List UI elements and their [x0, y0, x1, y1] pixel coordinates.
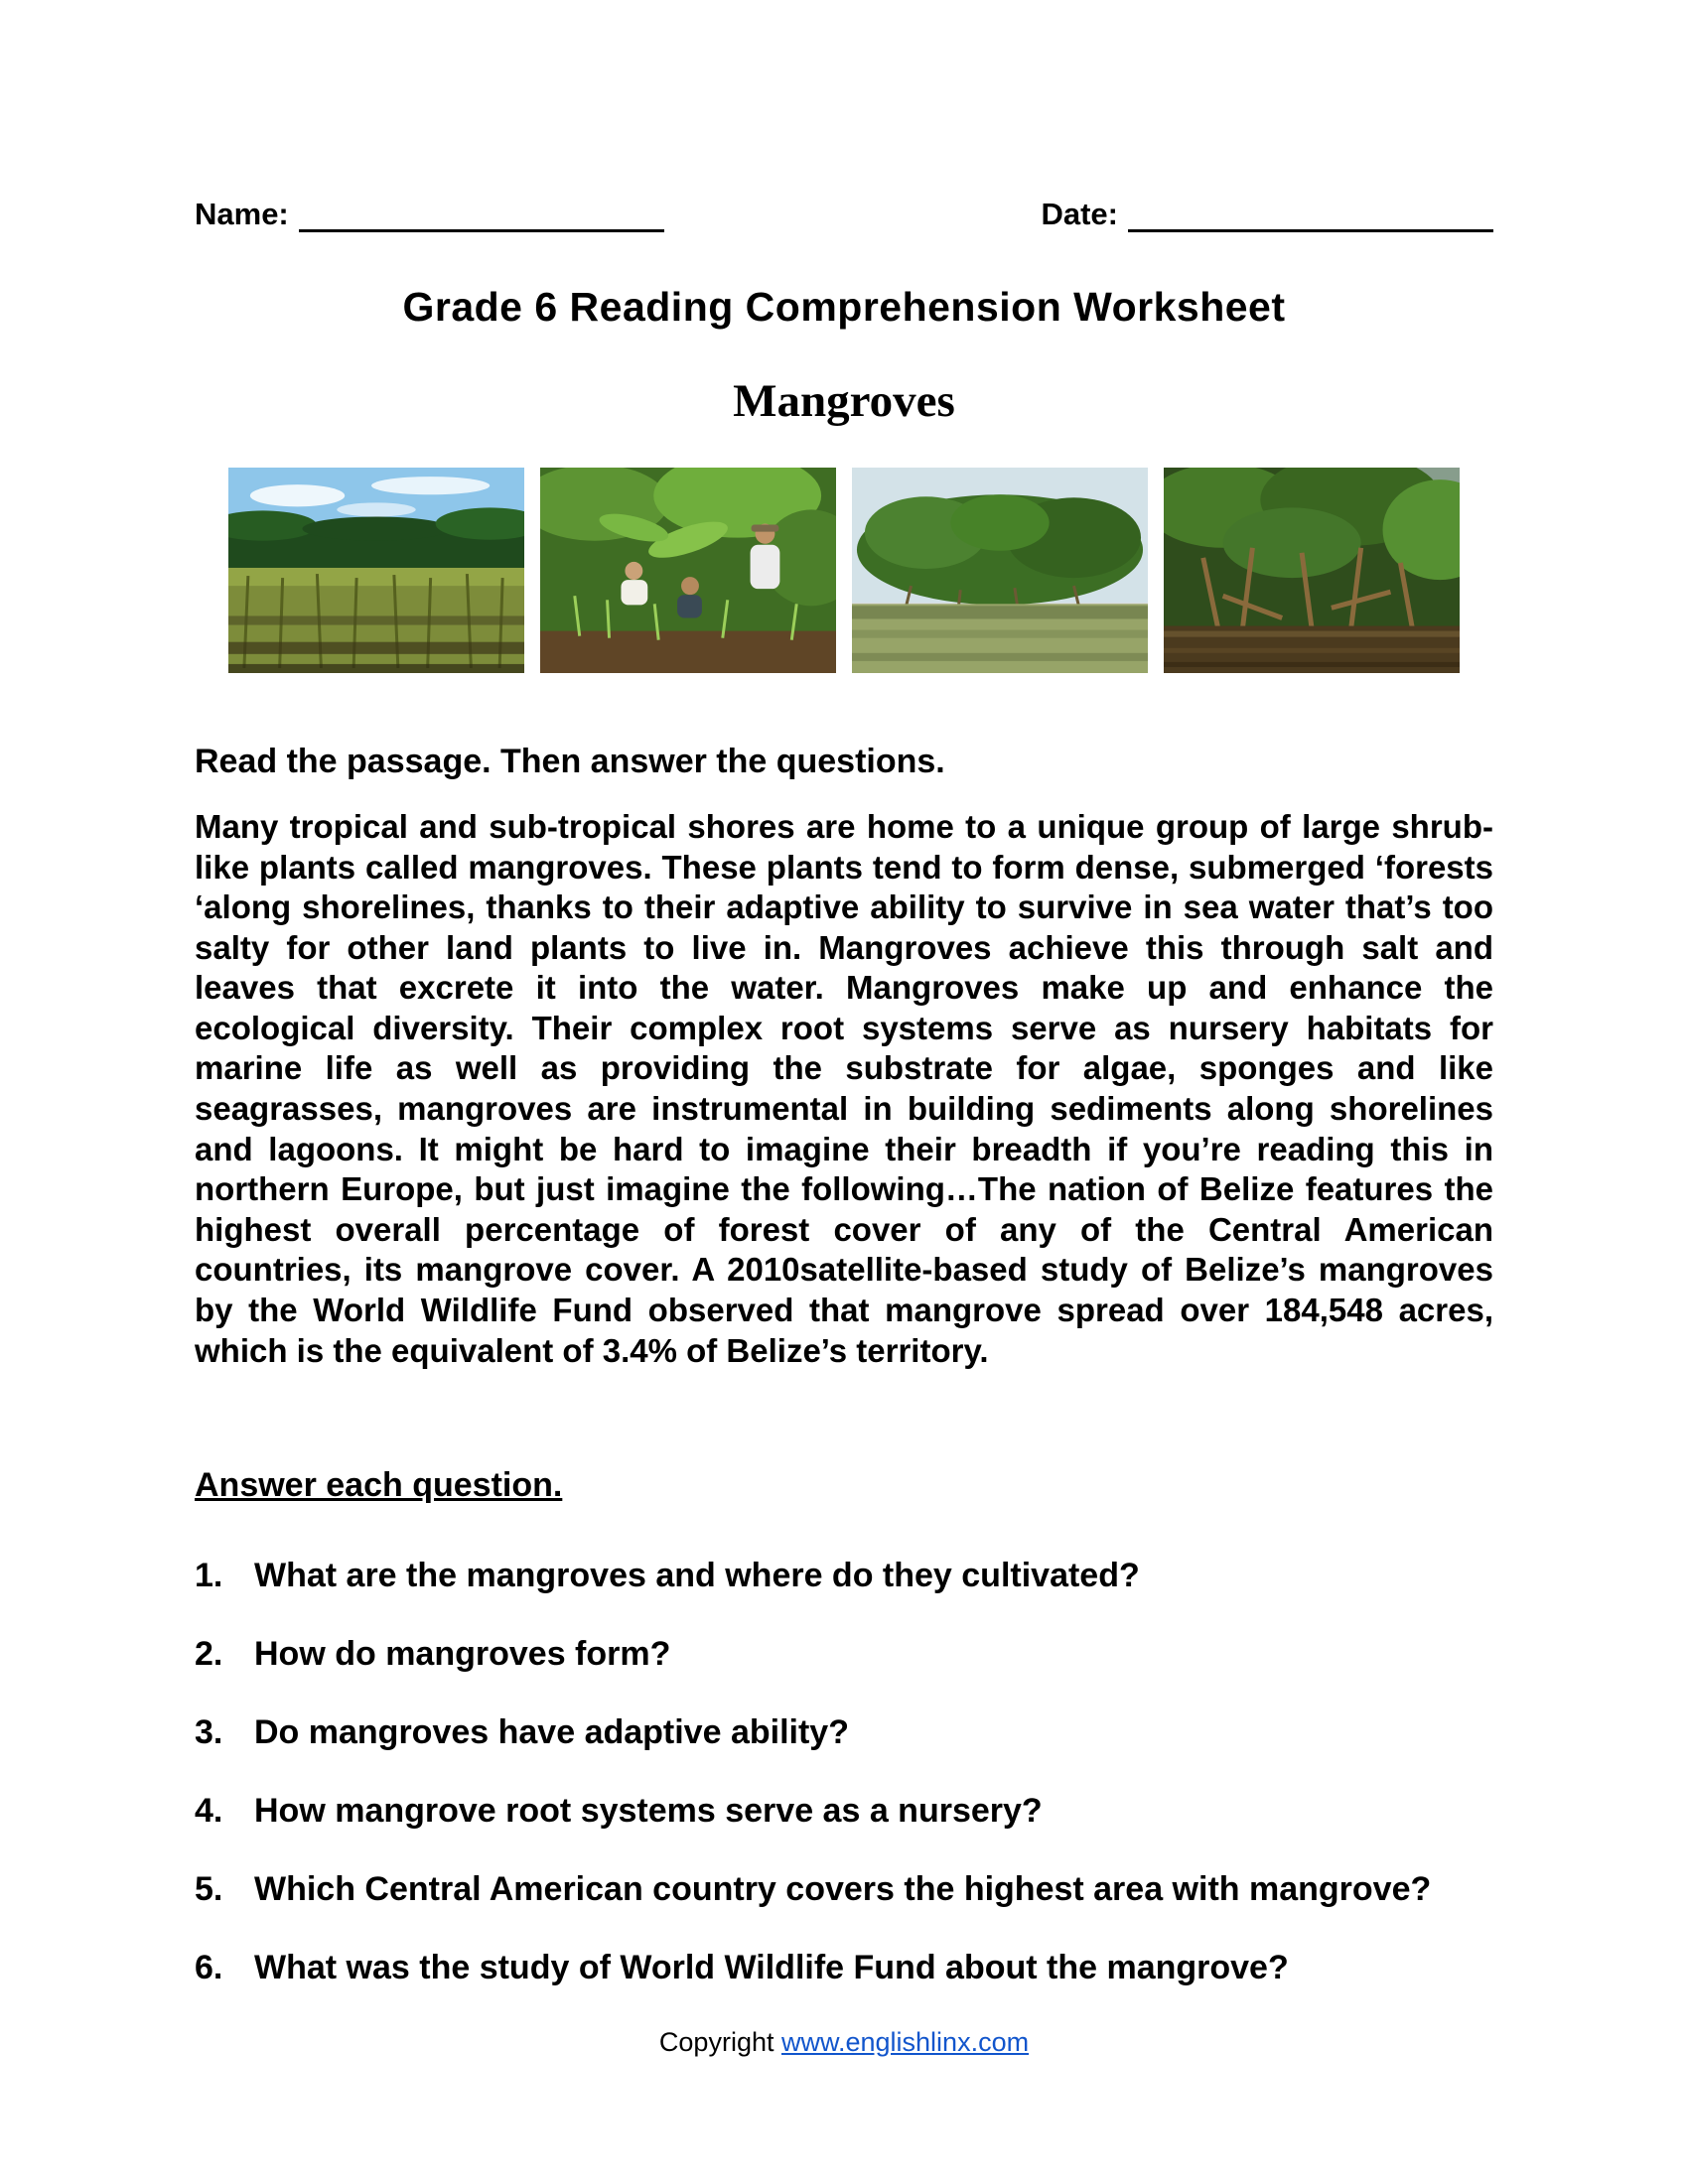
copyright-link[interactable]: www.englishlinx.com [780, 2027, 1030, 2058]
question-item [195, 1792, 1493, 1831]
mangrove-waterway-photo [852, 468, 1148, 673]
name-blank-line [299, 197, 664, 232]
question-item [195, 1713, 1493, 1752]
question-text: Do mangroves have adaptive ability? [254, 1713, 849, 1752]
question-list [195, 1557, 1493, 1987]
question-text: What was the study of World Wildlife Fund about the mangrove? [254, 1949, 1289, 1987]
mangrove-seedlings-photo [228, 468, 524, 673]
worksheet-title: Grade 6 Reading Comprehension Worksheet [402, 284, 1286, 330]
name-label: Name: [195, 197, 289, 231]
question-number: 6. [195, 1949, 223, 1987]
mangrove-planting-photo [540, 468, 836, 673]
question-text: How do mangroves form? [254, 1635, 671, 1674]
question-item [195, 1557, 1493, 1595]
question-item [195, 1870, 1493, 1909]
read-passage-instruction: Read the passage. Then answer the questions. [195, 743, 945, 780]
name-date-row [195, 197, 1493, 232]
question-number: 3. [195, 1713, 223, 1752]
answer-questions-instruction: Answer each question. [195, 1466, 563, 1505]
copyright-text: Copyright [658, 2027, 781, 2058]
name-group [195, 197, 664, 232]
date-label: Date: [1041, 197, 1118, 231]
question-text: What are the mangroves and where do they cultivated? [254, 1557, 1140, 1595]
question-item [195, 1635, 1493, 1674]
question-text: How mangrove root systems serve as a nursery? [254, 1792, 1043, 1831]
passage-text: Many tropical and sub-tropical shores are home to a unique group of large shrub-like plants called mangroves. These plants tend to form dense, submerged ‘forests ‘along shorelines, thanks to their adaptive ability to survive in sea water that’s too salty for other land plants to live in. Mangroves achieve this through salt and leaves that excrete it into the water. Mangroves make up and enhance the ecological diversity. Their complex root systems serve as nursery habitats for marine life as well as providing the substrate for algae, sponges and like seagrasses, mangroves are instrumental in building sediments along shorelines and lagoons. It might be hard to imagine their breadth if you’re reading this in northern Europe, but just imagine the following…The nation of Belize features the highest overall percentage of forest cover of any of the Central American countries, its mangrove cover. A 2010satellite-based study of Belize’s mangroves by the World Wildlife Fund observed that mangrove spread over 184,548 acres, which is the equivalent of 3.4% of Belize’s territory. [195, 808, 1493, 1369]
question-item [195, 1949, 1493, 1987]
question-number: 5. [195, 1870, 223, 1909]
question-number: 4. [195, 1792, 223, 1831]
passage-title: Mangroves [733, 375, 955, 427]
question-number: 2. [195, 1635, 223, 1674]
date-blank-line [1128, 197, 1493, 232]
photo-strip [195, 468, 1493, 673]
date-group [1041, 197, 1493, 232]
question-number: 1. [195, 1557, 223, 1595]
copyright-footer [195, 2027, 1493, 2058]
question-text: Which Central American country covers the highest area with mangrove? [254, 1870, 1432, 1909]
mangrove-roots-photo [1164, 468, 1460, 673]
